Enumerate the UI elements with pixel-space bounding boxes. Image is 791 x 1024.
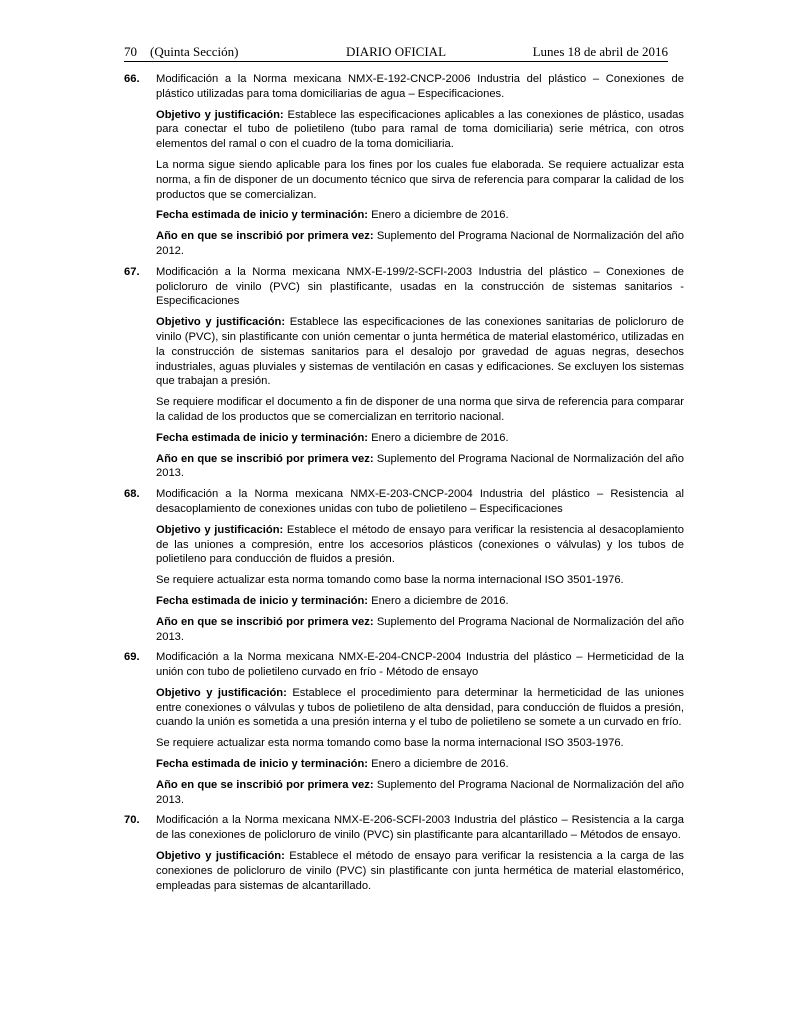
page-number: 70	[124, 44, 137, 59]
objetivo-text: Establece el procedimiento para determinar la hermeticidad de las uniones entre conexiones o válvulas y tubos de polietileno de alta densidad, para conducción de fluidos a presión, cuando la unión es sometida a una presión interna y el tubo de polietileno se somete a un curvado en frío.	[156, 686, 685, 729]
fecha-label: Fecha estimada de inicio y terminación:	[156, 431, 369, 444]
page-header	[124, 43, 668, 60]
fecha-text: Enero a diciembre de 2016.	[371, 431, 509, 444]
item-number: 66.	[124, 73, 140, 85]
anio-label: Año en que se inscribió por primera vez:	[156, 452, 374, 465]
justification-paragraph: La norma sigue siendo aplicable para los fines por los cuales fue elaborada. Se requiere actualizar esta norma, a fin de disponer de un documento técnico que sirva de referencia para comparar la calidad de los productos que se comercializan.	[156, 158, 684, 201]
fecha-paragraph	[156, 594, 684, 609]
objetivo-label: Objetivo y justificación:	[156, 850, 285, 863]
objetivo-text: Establece el método de ensayo para verificar la resistencia a la carga de las conexiones de policloruro de vinilo (PVC) sin plastificante con junta hermética de material elastomérico, empleadas para sistemas de alcantarillado.	[156, 850, 684, 892]
objetivo-text: Establece el método de ensayo para verificar la resistencia al desacoplamiento de las uniones a compresión, entre los accesorios plásticos (conexiones o válvulas) y los tubos de polietileno para conducción de fluidos a presión.	[156, 523, 684, 566]
fecha-label: Fecha estimada de inicio y terminación:	[156, 209, 369, 222]
objetivo-text: Establece las especificaciones de las conexiones sanitarias de policloruro de vinilo (PVC), sin plastificante con unión cementar o junta hermética de material elastomérico, utilizadas en la construcción de sistemas sanitarios para el desalojo por gravedad de aguas negras, desechos industriales, aguas pluviales y sistemas de ventilación en casas y edificaciones. Se excluyen los sistemas que trabajan a presión.	[156, 316, 685, 388]
objetivo-paragraph	[156, 686, 684, 730]
anio-label: Año en que se inscribió por primera vez:	[156, 778, 374, 791]
anio-paragraph	[156, 778, 684, 808]
item-number: 69.	[124, 651, 140, 664]
anio-text: Suplemento del Programa Nacional de Normalización del año 2013.	[156, 778, 684, 806]
item-title: Modificación a la Norma mexicana NMX-E-204-CNCP-2004 Industria del plástico – Hermeticidad de la unión con tubo de polietileno curvado en frío - Método de ensayo	[156, 651, 684, 679]
fecha-paragraph	[156, 208, 684, 223]
item-title: Modificación a la Norma mexicana NMX-E-203-CNCP-2004 Industria del plástico – Resistencia al desacoplamiento de conexiones unidas con tubo de polietileno – Especificaciones	[156, 488, 684, 515]
anio-paragraph	[156, 452, 684, 482]
objetivo-paragraph	[156, 315, 684, 389]
norm-item	[124, 813, 684, 893]
item-title: Modificación a la Norma mexicana NMX-E-199/2-SCFI-2003 Industria del plástico – Conexiones de policloruro de vinilo (PVC) sin plastificante, usadas en la construcción de sistemas sanitarios - Especificaciones	[156, 265, 684, 308]
objetivo-label: Objetivo y justificación:	[156, 686, 287, 699]
justification-paragraph: Se requiere actualizar esta norma tomando como base la norma internacional ISO 3501-1976.	[156, 574, 624, 587]
item-number: 70.	[124, 814, 140, 827]
anio-label: Año en que se inscribió por primera vez:	[156, 615, 374, 628]
norm-item	[124, 265, 684, 481]
justification-paragraph: Se requiere actualizar esta norma tomando como base la norma internacional ISO 3503-1976.	[156, 737, 624, 750]
section-name: (Quinta Sección)	[150, 44, 239, 59]
anio-paragraph	[156, 615, 684, 645]
publication-date: Lunes 18 de abril de 2016	[532, 44, 668, 59]
item-number: 68.	[124, 488, 140, 501]
document-body	[124, 72, 684, 899]
anio-paragraph	[156, 229, 684, 259]
fecha-text: Enero a diciembre de 2016.	[371, 209, 509, 222]
header-divider	[124, 61, 668, 62]
item-title: Modificación a la Norma mexicana NMX-E-192-CNCP-2006 Industria del plástico – Conexiones de plástico utilizadas para toma domiciliarias de agua – Especificaciones.	[156, 73, 684, 100]
publication-name: DIARIO OFICIAL	[345, 44, 447, 59]
anio-text: Suplemento del Programa Nacional de Normalización del año 2013.	[156, 615, 684, 643]
objetivo-paragraph	[156, 523, 684, 567]
fecha-text: Enero a diciembre de 2016.	[371, 758, 509, 771]
objetivo-text: Establece las especificaciones aplicables a las conexiones de plástico, usadas para conectar el tubo de polietileno (tubo para ramal de toma domiciliaria) serie métrica, con otros elementos del ramal o con el cuadro de la toma domiciliaria.	[156, 108, 684, 151]
norm-item	[124, 487, 684, 644]
norm-item	[124, 650, 684, 807]
item-number: 67.	[124, 265, 140, 278]
objetivo-paragraph	[156, 849, 684, 893]
fecha-label: Fecha estimada de inicio y terminación:	[156, 594, 369, 607]
fecha-text: Enero a diciembre de 2016.	[371, 594, 509, 607]
objetivo-label: Objetivo y justificación:	[156, 316, 286, 329]
objetivo-paragraph	[156, 108, 684, 152]
objetivo-label: Objetivo y justificación:	[156, 108, 284, 121]
anio-text: Suplemento del Programa Nacional de Normalización del año 2012.	[156, 230, 684, 257]
justification-paragraph: Se requiere modificar el documento a fin de disponer de una norma que sirva de referencia para comparar la calidad de los productos que se comercializan en territorio nacional.	[156, 396, 684, 423]
item-title: Modificación a la Norma mexicana NMX-E-206-SCFI-2003 Industria del plástico – Resistencia a la carga de las conexiones de policloruro de vinilo (PVC) sin plastificante para alcantarillado – Métodos de ensayo.	[156, 814, 684, 842]
fecha-label: Fecha estimada de inicio y terminación:	[156, 758, 369, 771]
norm-item	[124, 72, 684, 259]
anio-label: Año en que se inscribió por primera vez:	[156, 230, 374, 243]
anio-text: Suplemento del Programa Nacional de Normalización del año 2013.	[156, 452, 684, 480]
fecha-paragraph	[156, 431, 684, 446]
fecha-paragraph	[156, 757, 684, 772]
objetivo-label: Objetivo y justificación:	[156, 523, 284, 536]
